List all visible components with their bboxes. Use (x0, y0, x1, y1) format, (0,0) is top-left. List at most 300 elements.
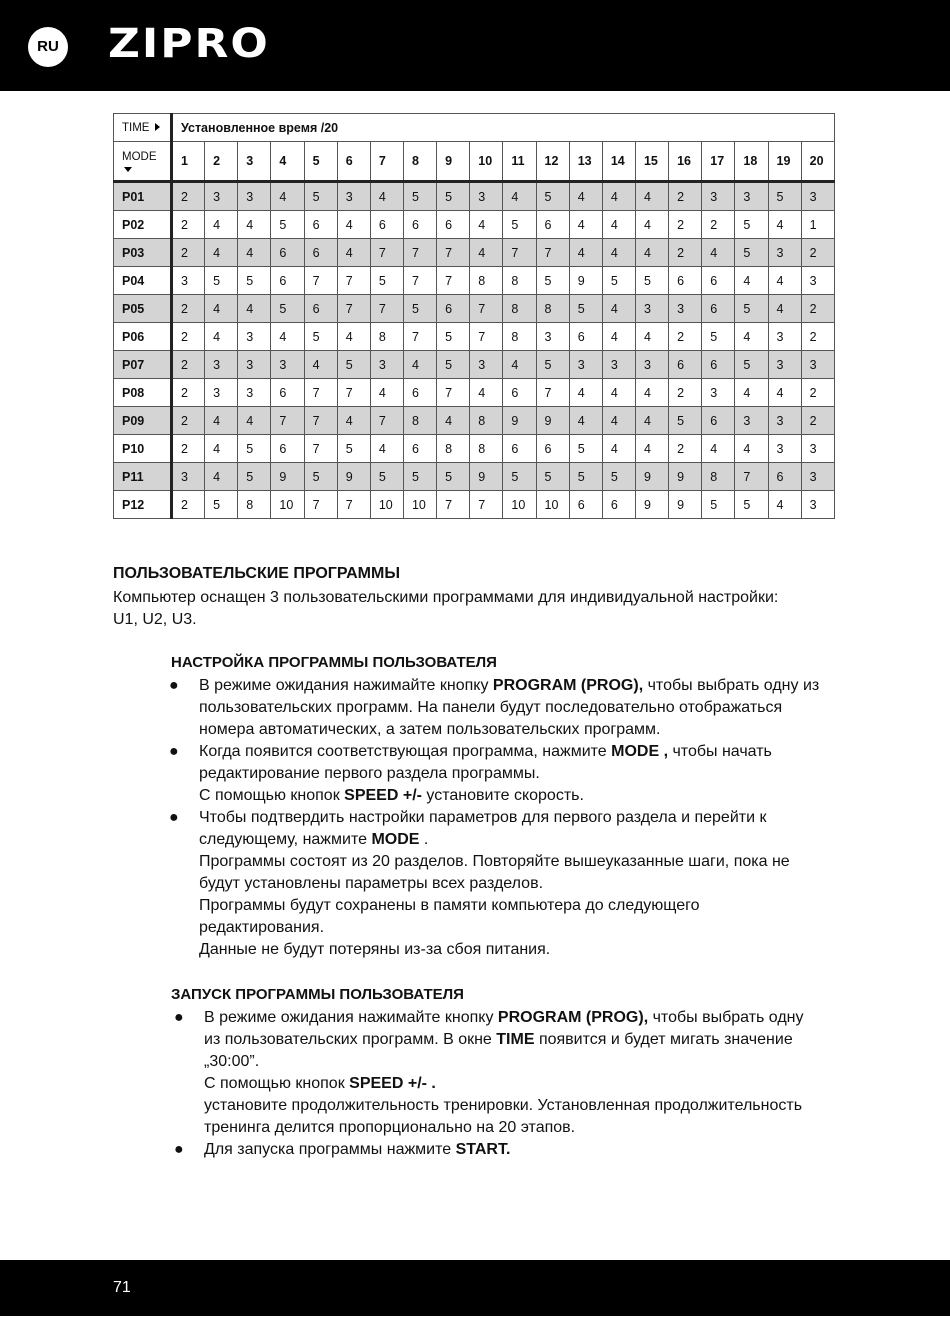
bullet-icon: ● (169, 677, 179, 694)
table-cell: 9 (337, 463, 370, 491)
table-cell: 3 (801, 267, 834, 295)
table-cell: 4 (370, 435, 403, 463)
table-cell: 2 (172, 295, 205, 323)
bullet-icon: ● (174, 1009, 184, 1026)
intro-line: U1, U2, U3. (113, 611, 197, 628)
column-header: 5 (304, 142, 337, 182)
table-cell: 7 (337, 491, 370, 519)
table-cell: 4 (569, 379, 602, 407)
table-row (114, 323, 835, 351)
table-row (114, 379, 835, 407)
table-cell: 4 (735, 435, 768, 463)
table-cell: 6 (503, 379, 536, 407)
table-cell: 2 (172, 351, 205, 379)
table-cell: 4 (238, 295, 271, 323)
table-cell: 6 (536, 211, 569, 239)
table-cell: 2 (801, 407, 834, 435)
table-cell: 4 (635, 407, 668, 435)
table-cell: 6 (304, 295, 337, 323)
table-cell: 4 (238, 239, 271, 267)
table-cell: 7 (437, 267, 470, 295)
table-cell: 4 (768, 295, 801, 323)
table-cell: 8 (503, 295, 536, 323)
table-cell: 8 (470, 267, 503, 295)
table-cell: 6 (669, 267, 702, 295)
table-cell: 6 (403, 379, 436, 407)
table-cell: 3 (205, 182, 238, 211)
table-cell: 3 (602, 351, 635, 379)
table-row (114, 239, 835, 267)
table-cell: 4 (403, 351, 436, 379)
table-cell: 4 (304, 351, 337, 379)
arrow-down-icon (124, 167, 132, 172)
page-number: 71 (113, 1279, 131, 1296)
table-cell: 7 (735, 463, 768, 491)
table-cell: 7 (337, 267, 370, 295)
table-cell: 5 (635, 267, 668, 295)
column-header: 2 (205, 142, 238, 182)
table-cell: 5 (304, 463, 337, 491)
table-cell: 9 (503, 407, 536, 435)
table-cell: 5 (238, 267, 271, 295)
table-cell: 5 (271, 211, 304, 239)
column-header: 16 (669, 142, 702, 182)
table-cell: 3 (801, 351, 834, 379)
table-cell: 5 (403, 463, 436, 491)
table-cell: 3 (271, 351, 304, 379)
column-header: 3 (238, 142, 271, 182)
program-table (113, 113, 835, 519)
table-cell: 4 (768, 267, 801, 295)
table-cell: 4 (602, 295, 635, 323)
table-cell: 10 (403, 491, 436, 519)
table-cell: 5 (503, 211, 536, 239)
table-row (114, 267, 835, 295)
table-cell: 9 (569, 267, 602, 295)
table-cell: 6 (569, 491, 602, 519)
table-cell: 4 (735, 267, 768, 295)
table-cell: 8 (503, 267, 536, 295)
table-title: Установленное время /20 (172, 114, 835, 142)
intro-line: Компьютер оснащен 3 пользовательскими программами для индивидуальной настройки: (113, 589, 779, 606)
table-cell: 5 (370, 463, 403, 491)
table-cell: 4 (602, 239, 635, 267)
table-cell: 3 (337, 182, 370, 211)
bullet-icon: ● (169, 809, 179, 826)
table-cell: 4 (768, 379, 801, 407)
table-cell: 9 (669, 463, 702, 491)
table-cell: 2 (172, 239, 205, 267)
table-cell: 3 (536, 323, 569, 351)
table-cell: 5 (602, 267, 635, 295)
launch-bullet-1: ● В режиме ожидания нажимайте кнопку PROGRAM (PROG), чтобы выбрать одну из пользовательских программ. В окне TIME появится и будет мигать значение „30:00”. С помощью кнопок SPEED +/- . установите продолжительность тренировки. Установленная продолжительность тренинга делится пропорционально на 20 этапов. (174, 1009, 804, 1136)
table-cell: 7 (403, 239, 436, 267)
brand-logo: ZIPRO (108, 20, 270, 67)
table-cell: 4 (337, 239, 370, 267)
table-cell: 6 (271, 239, 304, 267)
table-cell: 4 (437, 407, 470, 435)
table-cell: 3 (569, 351, 602, 379)
table-cell: 9 (271, 463, 304, 491)
table-cell: 4 (569, 239, 602, 267)
table-cell: 4 (635, 182, 668, 211)
table-cell: 3 (768, 323, 801, 351)
table-cell: 5 (569, 295, 602, 323)
table-cell: 10 (503, 491, 536, 519)
table-cell: 3 (205, 379, 238, 407)
row-label: P12 (114, 491, 172, 519)
table-cell: 7 (337, 379, 370, 407)
table-cell: 4 (337, 323, 370, 351)
column-header: 4 (271, 142, 304, 182)
table-cell: 7 (536, 379, 569, 407)
table-cell: 2 (172, 435, 205, 463)
row-label: P04 (114, 267, 172, 295)
table-cell: 3 (238, 182, 271, 211)
table-cell: 5 (271, 295, 304, 323)
table-cell: 9 (635, 491, 668, 519)
table-cell: 4 (370, 182, 403, 211)
mode-label-cell: MODE (114, 142, 172, 182)
language-badge: RU (28, 27, 68, 67)
table-cell: 5 (735, 239, 768, 267)
table-cell: 5 (536, 182, 569, 211)
table-cell: 5 (437, 463, 470, 491)
table-cell: 6 (304, 211, 337, 239)
table-cell: 8 (470, 407, 503, 435)
table-cell: 3 (172, 463, 205, 491)
table-cell: 3 (768, 351, 801, 379)
table-cell: 6 (702, 295, 735, 323)
table-cell: 6 (403, 211, 436, 239)
table-cell: 4 (635, 379, 668, 407)
table-cell: 5 (735, 211, 768, 239)
table-cell: 7 (370, 239, 403, 267)
table-cell: 6 (569, 323, 602, 351)
table-cell: 5 (304, 323, 337, 351)
table-cell: 5 (536, 463, 569, 491)
table-cell: 6 (503, 435, 536, 463)
bullet-icon: ● (174, 1141, 184, 1158)
table-cell: 5 (669, 407, 702, 435)
table-cell: 4 (205, 407, 238, 435)
table-cell: 4 (470, 379, 503, 407)
table-cell: 2 (172, 491, 205, 519)
table-cell: 4 (569, 211, 602, 239)
launch-bullet-2: ● Для запуска программы нажмите START. (204, 1139, 510, 1161)
table-cell: 4 (602, 323, 635, 351)
table-cell: 4 (635, 211, 668, 239)
table-cell: 4 (602, 407, 635, 435)
table-cell: 9 (470, 463, 503, 491)
table-cell: 4 (602, 211, 635, 239)
table-cell: 3 (172, 267, 205, 295)
column-header: 11 (503, 142, 536, 182)
column-header: 19 (768, 142, 801, 182)
table-cell: 7 (304, 379, 337, 407)
table-cell: 4 (205, 295, 238, 323)
column-header: 18 (735, 142, 768, 182)
table-cell: 2 (669, 323, 702, 351)
table-cell: 5 (238, 435, 271, 463)
row-label: P07 (114, 351, 172, 379)
table-cell: 7 (403, 267, 436, 295)
table-cell: 7 (437, 239, 470, 267)
table-cell: 2 (669, 211, 702, 239)
table-cell: 4 (735, 379, 768, 407)
table-cell: 6 (602, 491, 635, 519)
table-cell: 5 (702, 491, 735, 519)
column-header: 9 (437, 142, 470, 182)
column-header: 15 (635, 142, 668, 182)
table-cell: 7 (503, 239, 536, 267)
table-cell: 5 (304, 182, 337, 211)
table-cell: 8 (370, 323, 403, 351)
table-cell: 4 (271, 323, 304, 351)
table-cell: 4 (635, 435, 668, 463)
table-cell: 4 (205, 323, 238, 351)
table-cell: 6 (437, 211, 470, 239)
table-cell: 3 (768, 435, 801, 463)
table-cell: 4 (337, 211, 370, 239)
table-cell: 6 (271, 267, 304, 295)
table-cell: 7 (370, 295, 403, 323)
row-label: P10 (114, 435, 172, 463)
table-cell: 4 (602, 379, 635, 407)
table-cell: 5 (735, 295, 768, 323)
table-cell: 3 (801, 182, 834, 211)
table-cell: 5 (735, 351, 768, 379)
table-cell: 6 (702, 407, 735, 435)
table-cell: 3 (702, 182, 735, 211)
row-label: P06 (114, 323, 172, 351)
table-cell: 4 (702, 435, 735, 463)
table-cell: 4 (470, 239, 503, 267)
table-cell: 4 (238, 407, 271, 435)
table-cell: 5 (602, 463, 635, 491)
table-cell: 3 (635, 295, 668, 323)
setup-bullet-1: ● В режиме ожидания нажимайте кнопку PROGRAM (PROG), чтобы выбрать одну из пользовательских программ. На панели будут последовательно отображаться номера автоматических, а затем пользовательских программ. (169, 677, 820, 738)
table-cell: 5 (768, 182, 801, 211)
setup-bullet-3: ● Чтобы подтвердить настройки параметров для первого раздела и перейти к следующему, нажмите MODE . Программы состоят из 20 разделов. Повторяйте вышеуказанные шаги, пока не будут установлены параметры всех разделов. Программы будут сохранены в памяти компьютера до следующего редактирования. Данные не будут потеряны из-за сбоя питания. (169, 809, 790, 958)
table-cell: 2 (669, 239, 702, 267)
table-cell: 6 (271, 435, 304, 463)
table-cell: 8 (437, 435, 470, 463)
table-cell: 9 (536, 407, 569, 435)
table-cell: 3 (370, 351, 403, 379)
row-label: P11 (114, 463, 172, 491)
table-cell: 2 (172, 407, 205, 435)
table-cell: 5 (205, 491, 238, 519)
table-row (114, 407, 835, 435)
table-cell: 5 (735, 491, 768, 519)
table-cell: 8 (702, 463, 735, 491)
table-cell: 2 (172, 323, 205, 351)
table-cell: 3 (205, 351, 238, 379)
table-cell: 4 (569, 407, 602, 435)
table-cell: 4 (271, 182, 304, 211)
table-cell: 2 (669, 379, 702, 407)
table-cell: 4 (503, 182, 536, 211)
table-cell: 7 (536, 239, 569, 267)
table-cell: 1 (801, 211, 834, 239)
table-cell: 5 (403, 295, 436, 323)
table-cell: 6 (669, 351, 702, 379)
table-cell: 7 (470, 323, 503, 351)
table-cell: 5 (205, 267, 238, 295)
table-cell: 4 (337, 407, 370, 435)
table-cell: 7 (403, 323, 436, 351)
table-row (114, 295, 835, 323)
table-cell: 5 (238, 463, 271, 491)
table-cell: 3 (735, 182, 768, 211)
table-cell: 7 (370, 407, 403, 435)
table-cell: 6 (768, 463, 801, 491)
user-programs-intro (113, 587, 833, 631)
table-cell: 5 (370, 267, 403, 295)
table-cell: 7 (470, 295, 503, 323)
table-cell: 7 (304, 267, 337, 295)
column-header: 14 (602, 142, 635, 182)
table-cell: 5 (437, 182, 470, 211)
table-cell: 4 (702, 239, 735, 267)
table-cell: 7 (437, 379, 470, 407)
table-cell: 4 (470, 211, 503, 239)
table-cell: 2 (702, 211, 735, 239)
table-cell: 7 (304, 491, 337, 519)
table-cell: 5 (569, 435, 602, 463)
table-cell: 7 (437, 491, 470, 519)
table-cell: 4 (503, 351, 536, 379)
table-cell: 7 (470, 491, 503, 519)
table-cell: 2 (801, 323, 834, 351)
table-cell: 8 (503, 323, 536, 351)
subsection-title-launch: ЗАПУСК ПРОГРАММЫ ПОЛЬЗОВАТЕЛЯ (171, 986, 464, 1003)
table-cell: 3 (768, 239, 801, 267)
table-cell: 3 (735, 407, 768, 435)
column-header: 10 (470, 142, 503, 182)
column-header: 20 (801, 142, 834, 182)
table-cell: 5 (536, 267, 569, 295)
table-cell: 2 (172, 211, 205, 239)
row-label: P02 (114, 211, 172, 239)
row-label: P05 (114, 295, 172, 323)
table-cell: 5 (337, 351, 370, 379)
table-cell: 5 (702, 323, 735, 351)
column-header: 7 (370, 142, 403, 182)
table-cell: 3 (669, 295, 702, 323)
table-cell: 4 (735, 323, 768, 351)
table-cell: 2 (801, 379, 834, 407)
table-cell: 8 (238, 491, 271, 519)
table-cell: 3 (238, 379, 271, 407)
table-row (114, 351, 835, 379)
table-cell: 4 (205, 463, 238, 491)
table-cell: 2 (801, 239, 834, 267)
table-cell: 6 (536, 435, 569, 463)
row-label: P09 (114, 407, 172, 435)
table-row (114, 463, 835, 491)
table-cell: 4 (768, 211, 801, 239)
table-cell: 4 (238, 211, 271, 239)
table-cell: 4 (205, 239, 238, 267)
page-footer (0, 1260, 950, 1316)
table-cell: 2 (801, 295, 834, 323)
table-cell: 3 (801, 491, 834, 519)
table-cell: 4 (569, 182, 602, 211)
table-cell: 3 (801, 463, 834, 491)
table-cell: 4 (768, 491, 801, 519)
column-header: 6 (337, 142, 370, 182)
table-cell: 3 (238, 351, 271, 379)
program-table-container (113, 113, 835, 519)
table-cell: 5 (403, 182, 436, 211)
table-cell: 4 (370, 379, 403, 407)
table-cell: 6 (370, 211, 403, 239)
table-cell: 6 (403, 435, 436, 463)
table-cell: 2 (172, 182, 205, 211)
table-cell: 8 (470, 435, 503, 463)
section-title-user-programs: ПОЛЬЗОВАТЕЛЬСКИЕ ПРОГРАММЫ (113, 565, 400, 582)
table-cell: 5 (437, 323, 470, 351)
table-cell: 8 (536, 295, 569, 323)
table-cell: 6 (702, 267, 735, 295)
table-cell: 4 (635, 323, 668, 351)
bullet-icon: ● (169, 743, 179, 760)
table-row (114, 182, 835, 211)
table-cell: 3 (702, 379, 735, 407)
table-cell: 10 (271, 491, 304, 519)
table-cell: 6 (437, 295, 470, 323)
table-cell: 10 (370, 491, 403, 519)
table-cell: 5 (503, 463, 536, 491)
row-label: P03 (114, 239, 172, 267)
table-cell: 4 (205, 435, 238, 463)
time-label-cell: TIME (114, 114, 172, 142)
row-label: P08 (114, 379, 172, 407)
table-cell: 6 (304, 239, 337, 267)
table-cell: 3 (635, 351, 668, 379)
table-cell: 7 (271, 407, 304, 435)
row-label: P01 (114, 182, 172, 211)
column-header: 8 (403, 142, 436, 182)
table-cell: 7 (304, 407, 337, 435)
table-cell: 5 (536, 351, 569, 379)
table-cell: 3 (238, 323, 271, 351)
arrow-right-icon (155, 123, 160, 131)
table-cell: 9 (669, 491, 702, 519)
table-cell: 4 (635, 239, 668, 267)
setup-bullet-2: ● Когда появится соответствующая программа, нажмите MODE , чтобы начать редактирование первого раздела программы. С помощью кнопок SPEED +/- установите скорость. (169, 743, 772, 804)
table-cell: 6 (271, 379, 304, 407)
table-cell: 4 (602, 182, 635, 211)
table-cell: 8 (403, 407, 436, 435)
table-cell: 6 (702, 351, 735, 379)
table-cell: 4 (205, 211, 238, 239)
table-cell: 2 (172, 379, 205, 407)
table-cell: 2 (669, 182, 702, 211)
table-cell: 10 (536, 491, 569, 519)
table-cell: 5 (569, 463, 602, 491)
table-row (114, 491, 835, 519)
table-row (114, 435, 835, 463)
table-cell: 5 (337, 435, 370, 463)
subsection-title-setup: НАСТРОЙКА ПРОГРАММЫ ПОЛЬЗОВАТЕЛЯ (171, 654, 497, 671)
table-cell: 3 (801, 435, 834, 463)
column-header: 12 (536, 142, 569, 182)
table-cell: 3 (768, 407, 801, 435)
table-cell: 5 (437, 351, 470, 379)
